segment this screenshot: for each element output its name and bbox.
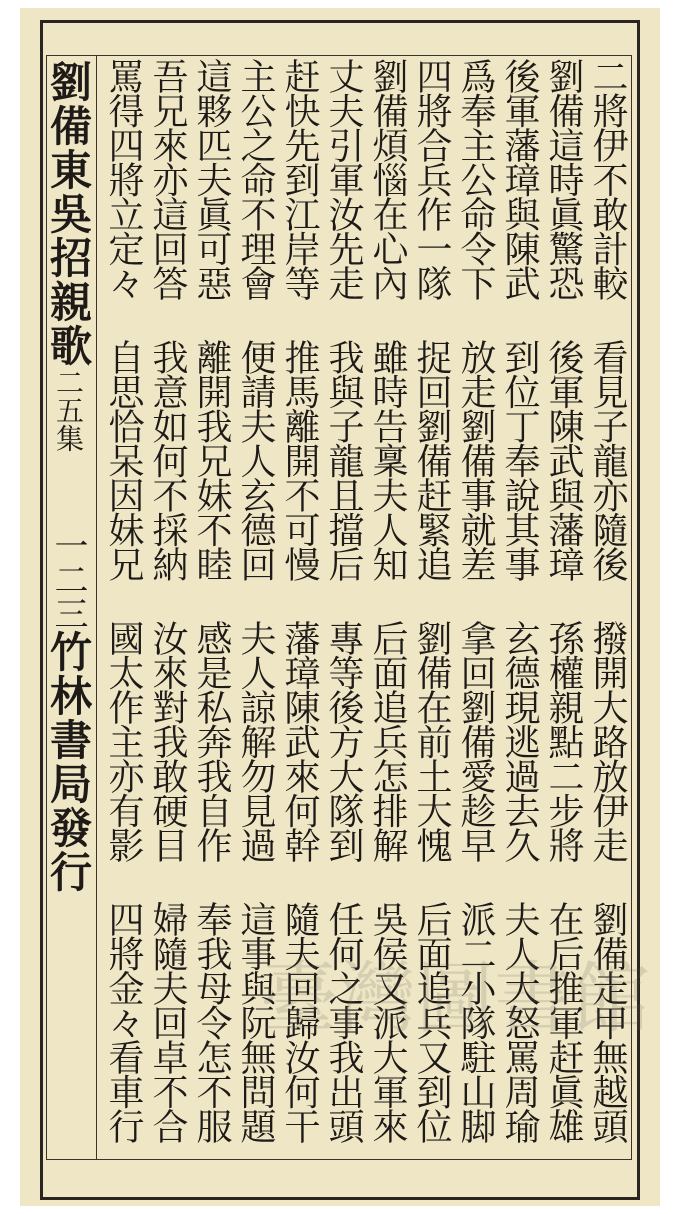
page-number: 一二三 (48, 528, 88, 630)
text-column-8: 赶快先到江岸等 推馬離開不可慢 藩璋陳武來何幹 隨夫回歸汝何干 (279, 58, 320, 1143)
book-title: 劉備東吳招親歌 (44, 60, 93, 368)
text-column-5: 四將合兵作一隊 捉回劉備赶緊追 劉備在前土大愧 后面追兵又到位 (411, 58, 452, 1143)
text-column-9: 主公之命不理會 便請夫人玄德回 夫人諒解勿見過 這事與阮無問題 (235, 58, 276, 1143)
margin-column (44, 60, 92, 1170)
text-column-4: 爲奉主公命令下 放走劉備事就差 拿回劉備愛趁早 派二小隊駐山脚 (455, 58, 496, 1143)
publisher-label: 竹林書局發行 (44, 630, 93, 894)
text-column-10: 這夥匹夫眞可惡 離開我兄妹不睦 感是私奔我自作 奉我母令怎不服 (191, 58, 232, 1143)
text-column-1: 二將伊不敢計較 看見子龍亦隨後 撥開大路放伊走 劉備走甲無越頭 (587, 58, 628, 1143)
text-column-12: 罵得四將立定々 自思恰呆因妹兄 國太作主亦有影 四將金々看車行 (103, 58, 144, 1143)
text-column-7: 丈夫引軍汝先走 我與子龍且擋后 專等後方大隊到 任何之事我出頭 (323, 58, 364, 1143)
volume-label: 二五集 (52, 368, 85, 452)
text-column-6: 劉備煩惱在心內 雖時告稟夫人知 后面追兵怎排解 吳侯又派大軍來 (367, 58, 408, 1143)
text-column-3: 後軍藩璋與陳武 到位丁奉說其事 玄德現逃過去久 夫人大怒罵周瑜 (499, 58, 540, 1143)
text-column-11: 吾兄來亦這回答 我意如何不採納 汝來對我敢硬目 婦隨夫回卓不合 (147, 58, 188, 1143)
text-column-2: 劉備這時眞驚恐 後軍陳武與藩璋 孫權親點二步將 在后推軍赶眞雄 (543, 58, 584, 1143)
